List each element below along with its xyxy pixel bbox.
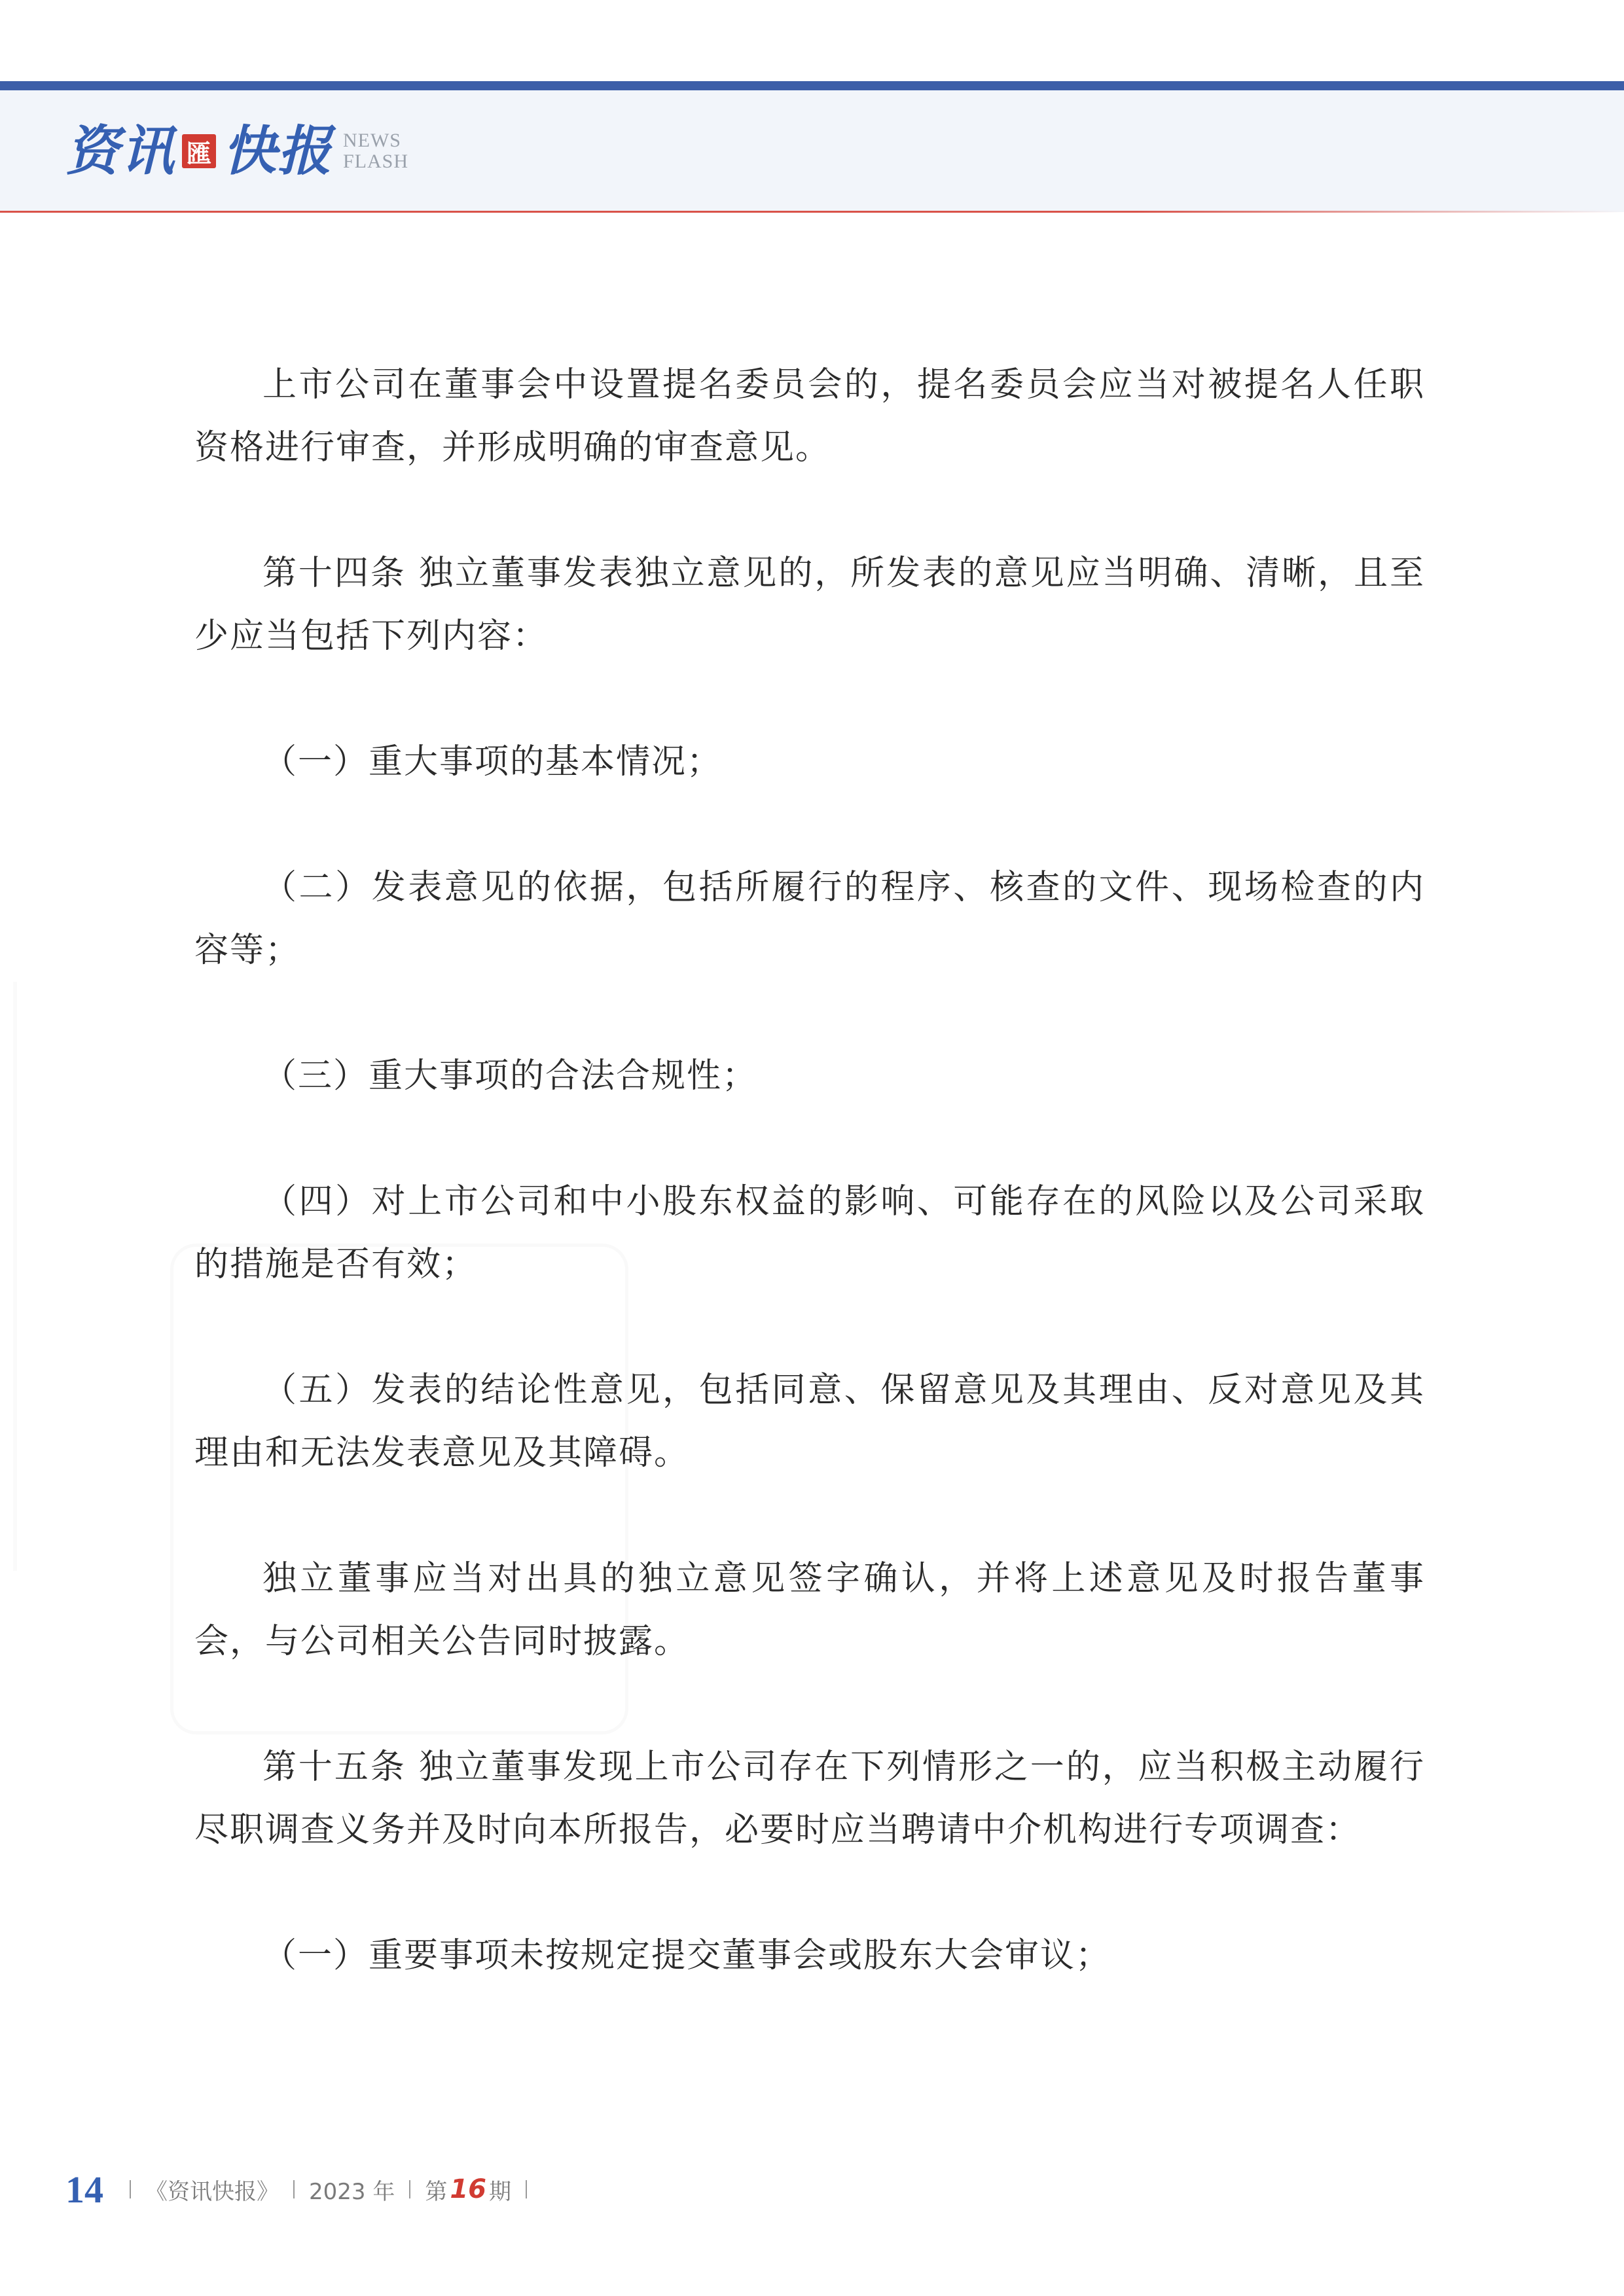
publication-year: 2023 年 — [309, 2178, 395, 2205]
paragraph: 上市公司在董事会中设置提名委员会的，提名委员会应当对被提名人任职资格进行审查，并形成明确的审查意见。 — [194, 365, 1425, 467]
masthead-english-line1: NEWS — [343, 130, 401, 151]
list-item: （二）发表意见的依据，包括所履行的程序、核查的文件、现场检查的内容等； — [194, 868, 1425, 970]
page-number: 14 — [65, 2168, 103, 2211]
issue-prefix: 第 — [425, 2178, 448, 2205]
list-item: （五）发表的结论性意见，包括同意、保留意见及其理由、反对意见及其理由和无法发表意见及其障碍。 — [194, 1371, 1425, 1473]
masthead-title-part1: 资讯 — [65, 120, 175, 183]
publication-name: 《资讯快报》 — [145, 2178, 279, 2205]
article-14-heading-paragraph: 第十四条 独立董事发表独立意见的，所发表的意见应当明确、清晰，且至少应当包括下列内容： — [194, 554, 1425, 656]
header-divider — [0, 211, 1624, 213]
issue-number: 16 — [450, 2174, 487, 2204]
list-item: （四）对上市公司和中小股东权益的影响、可能存在的风险以及公司采取的措施是否有效； — [194, 1182, 1425, 1284]
paragraph: 独立董事应当对出具的独立意见签字确认，并将上述意见及时报告董事会，与公司相关公告同时披露。 — [194, 1559, 1425, 1661]
issue-suffix: 期 — [489, 2178, 512, 2205]
seal-icon: 匯 — [182, 134, 216, 168]
article-body — [194, 353, 1425, 2050]
background-watermark-left — [13, 982, 135, 1571]
masthead-english-line2: FLASH — [343, 151, 409, 172]
list-item: （一）重要事项未按规定提交董事会或股东大会审议； — [262, 1936, 1111, 1975]
header-top-band — [0, 81, 1624, 90]
footer-separator — [526, 2180, 527, 2198]
footer-separator — [409, 2180, 410, 2198]
article-15-heading-paragraph: 第十五条 独立董事发现上市公司存在下列情形之一的，应当积极主动履行尽职调查义务并及时向本所报告，必要时应当聘请中介机构进行专项调查： — [194, 1748, 1425, 1850]
list-item: （三）重大事项的合法合规性； — [262, 1056, 758, 1096]
footer-separator — [130, 2180, 131, 2198]
page-footer — [65, 2163, 541, 2215]
footer-separator — [293, 2180, 295, 2198]
masthead-title-part2: 快报 — [223, 120, 333, 183]
list-item: （一）重大事项的基本情况； — [262, 742, 723, 781]
masthead — [65, 115, 408, 187]
masthead-english-label — [343, 130, 408, 172]
